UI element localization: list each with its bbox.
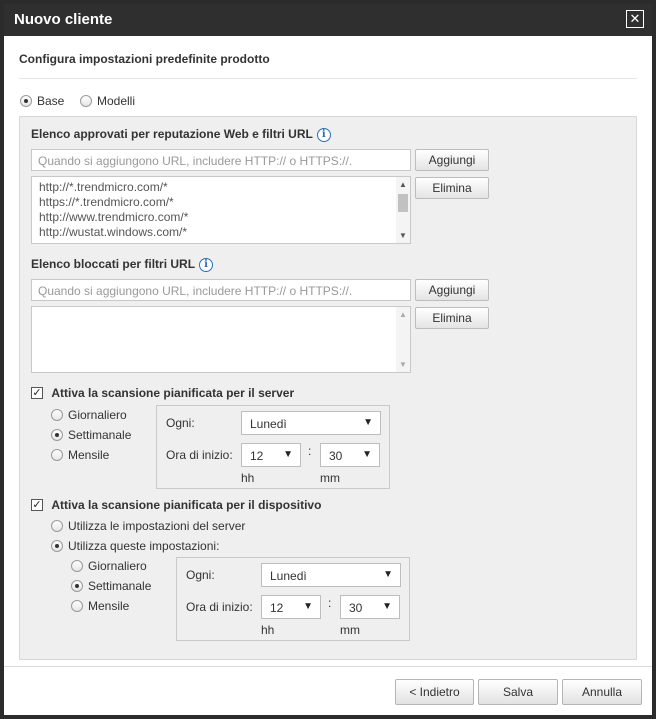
scroll-down-icon[interactable]: ▼ xyxy=(399,231,407,240)
blocked-url-input[interactable]: Quando si aggiungono URL, includere HTTP:// o HTTPS://. xyxy=(31,279,411,301)
device-day-select[interactable]: Lunedì ▼ xyxy=(261,563,401,587)
device-use-these-settings[interactable]: Utilizza queste impostazioni: xyxy=(51,538,219,553)
time-separator: : xyxy=(308,444,312,458)
hh-label: hh xyxy=(241,471,255,485)
radio-use-these[interactable] xyxy=(51,540,63,552)
scroll-thumb[interactable] xyxy=(398,194,408,212)
blocked-add-button[interactable]: Aggiungi xyxy=(415,279,489,301)
dropdown-arrow-icon: ▼ xyxy=(382,601,392,612)
radio-monthly[interactable] xyxy=(71,600,83,612)
blocked-list-title: Elenco bloccati per filtri URL i xyxy=(31,257,213,272)
close-button[interactable] xyxy=(626,10,644,28)
device-schedule-box xyxy=(176,557,410,641)
dialog-content xyxy=(4,36,652,666)
device-scan-toggle[interactable]: ✓ Attiva la scansione pianificata per il dispositivo xyxy=(32,497,322,512)
time-separator: : xyxy=(328,596,332,610)
device-use-server-settings[interactable]: Utilizza le impostazioni del server xyxy=(51,518,245,533)
dropdown-arrow-icon: ▼ xyxy=(383,569,393,580)
server-freq-monthly[interactable]: Mensile xyxy=(51,447,109,462)
approved-list-title: Elenco approvati per reputazione Web e filtri URL i xyxy=(31,127,331,142)
list-item[interactable]: http://www.trendmicro.com/* xyxy=(39,210,189,224)
server-scan-checkbox[interactable]: ✓ xyxy=(32,386,42,399)
device-hour-select[interactable]: 12 ▼ xyxy=(261,595,321,619)
settings-panel xyxy=(19,116,637,660)
server-schedule-box xyxy=(156,405,390,489)
dropdown-arrow-icon: ▼ xyxy=(303,601,313,612)
info-icon[interactable]: i xyxy=(317,128,331,142)
radio-daily[interactable] xyxy=(71,560,83,572)
save-button[interactable]: Salva xyxy=(478,679,558,705)
mode-option-base[interactable]: Base xyxy=(20,93,64,108)
scroll-up-icon[interactable]: ▲ xyxy=(399,180,407,189)
approved-url-input[interactable]: Quando si aggiungono URL, includere HTTP:// o HTTPS://. xyxy=(31,149,411,171)
start-time-label: Ora di inizio: xyxy=(166,448,233,462)
every-label: Ogni: xyxy=(186,568,215,582)
approved-add-button[interactable]: Aggiungi xyxy=(415,149,489,171)
device-scan-checkbox[interactable]: ✓ xyxy=(32,498,42,511)
radio-daily[interactable] xyxy=(51,409,63,421)
dialog-title: Nuovo cliente xyxy=(14,11,113,28)
scroll-up-icon[interactable]: ▲ xyxy=(399,310,407,319)
server-day-select[interactable]: Lunedì ▼ xyxy=(241,411,381,435)
cancel-button[interactable]: Annulla xyxy=(562,679,642,705)
radio-use-server[interactable] xyxy=(51,520,63,532)
list-item[interactable]: http://*.trendmicro.com/* xyxy=(39,180,168,194)
radio-modelli[interactable] xyxy=(80,95,92,107)
mm-label: mm xyxy=(320,471,340,485)
device-freq-weekly[interactable]: Settimanale xyxy=(71,578,151,593)
back-button[interactable]: < Indietro xyxy=(395,679,474,705)
dropdown-arrow-icon: ▼ xyxy=(362,449,372,460)
scroll-down-icon[interactable]: ▼ xyxy=(399,360,407,369)
list-item[interactable]: https://*.trendmicro.com/* xyxy=(39,195,174,209)
mm-label: mm xyxy=(340,623,360,637)
server-minute-select[interactable]: 30 ▼ xyxy=(320,443,380,467)
section-title: Configura impostazioni predefinite prodotto xyxy=(19,52,270,66)
start-time-label: Ora di inizio: xyxy=(186,600,253,614)
list-item[interactable]: http://wustat.windows.com/* xyxy=(39,225,188,239)
approved-list-scrollbar[interactable] xyxy=(396,177,410,243)
divider xyxy=(19,78,637,79)
blocked-url-list[interactable] xyxy=(31,306,411,373)
server-scan-toggle[interactable]: ✓ Attiva la scansione pianificata per il server xyxy=(32,385,295,400)
device-freq-monthly[interactable]: Mensile xyxy=(71,598,129,613)
device-minute-select[interactable]: 30 ▼ xyxy=(340,595,400,619)
radio-weekly[interactable] xyxy=(51,429,63,441)
mode-option-modelli[interactable]: Modelli xyxy=(80,93,135,108)
dialog-titlebar xyxy=(4,4,652,36)
device-freq-daily[interactable]: Giornaliero xyxy=(71,558,147,573)
radio-base[interactable] xyxy=(20,95,32,107)
blocked-list-scrollbar[interactable] xyxy=(396,307,410,372)
blocked-delete-button[interactable]: Elimina xyxy=(415,307,489,329)
hh-label: hh xyxy=(261,623,275,637)
dropdown-arrow-icon: ▼ xyxy=(283,449,293,460)
dialog-footer xyxy=(4,666,652,715)
info-icon[interactable]: i xyxy=(199,258,213,272)
dropdown-arrow-icon: ▼ xyxy=(363,417,373,428)
approved-url-list[interactable] xyxy=(31,176,411,244)
radio-monthly[interactable] xyxy=(51,449,63,461)
radio-weekly[interactable] xyxy=(71,580,83,592)
close-icon: ✕ xyxy=(629,11,641,26)
approved-delete-button[interactable]: Elimina xyxy=(415,177,489,199)
server-freq-weekly[interactable]: Settimanale xyxy=(51,427,131,442)
server-freq-daily[interactable]: Giornaliero xyxy=(51,407,127,422)
every-label: Ogni: xyxy=(166,416,195,430)
server-hour-select[interactable]: 12 ▼ xyxy=(241,443,301,467)
